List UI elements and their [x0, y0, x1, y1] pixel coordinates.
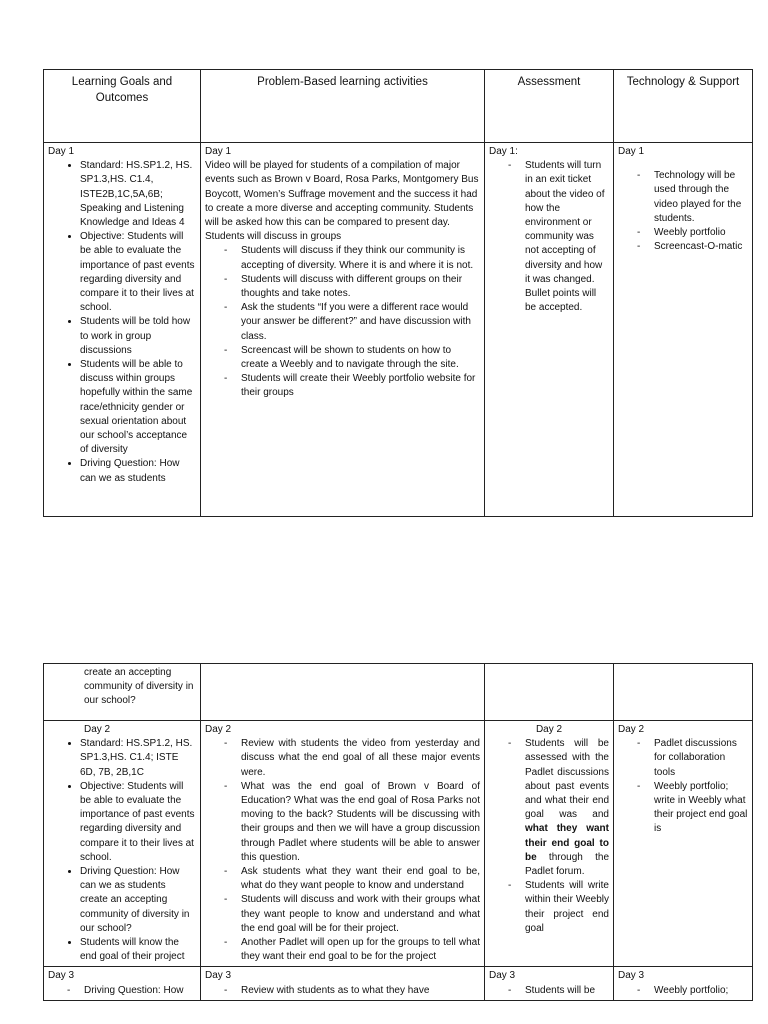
list-item: • Students will be able to discuss within groups hopefully within the same race/ethnicity gender or sexual orientation about our school’s acceptance of diversity: [80, 358, 196, 457]
day2-technology-cell: [614, 721, 753, 967]
list-item: - Technology will be used through the video played for the students.: [654, 169, 748, 226]
day3-assessment-list: [489, 984, 609, 998]
list-item: - Padlet discussions for collaboration tools: [654, 737, 748, 780]
day2-goals-list: [48, 737, 196, 964]
day3-goals-cell: [44, 967, 201, 1000]
list-item: - Students will discuss and work with their groups what they want people to know and understand and what the end goal will be for their project.: [241, 893, 480, 936]
day3-technology-list: [618, 984, 748, 998]
header-row: [44, 70, 753, 143]
list-item: • Driving Question: How can we as students create an accepting community of diversity in our school?: [80, 865, 196, 936]
list-item: - Students will be: [525, 984, 609, 998]
header-assessment: Assessment: [485, 70, 614, 143]
list-item: - Students will write within their Weebly their project end goal: [525, 879, 609, 936]
continuation-empty-cell: [614, 664, 753, 721]
list-item: - Students will create their Weebly portfolio website for their groups: [241, 372, 480, 400]
list-item: - What was the end goal of Brown v Board of Education? What was the end goal of Rosa Parks not moving to the back? Students will be discussing with their groups and then we will have a group discussion through Padlet where students will be able to answer this question.: [241, 780, 480, 865]
day3-activities-list: [205, 984, 480, 998]
day1-row: [44, 143, 753, 517]
header-activities: Problem-Based learning activities: [201, 70, 485, 143]
list-item: - Students will turn in an exit ticket about the video of how the environment or community was not accepting of diversity and how it was changed. Bullet points will be accepted.: [525, 159, 609, 315]
day1-technology-label: Day 1: [618, 146, 645, 157]
day2-row: [44, 721, 753, 967]
list-item: • Objective: Students will be able to evaluate the importance of past events regarding diversity and compare it to their lives at school.: [80, 230, 196, 315]
day3-row: [44, 967, 753, 1000]
day1-assessment-cell: [485, 143, 614, 517]
continuation-empty-cell: [485, 664, 614, 721]
lesson-plan-table-page2: [43, 663, 753, 1001]
day2-assessment-list: [489, 737, 609, 936]
list-item: • Students will be told how to work in group discussions: [80, 315, 196, 358]
assessment-text: through the Padlet forum.: [525, 851, 609, 878]
header-technology: Technology & Support: [614, 70, 753, 143]
day1-assessment-list: [489, 159, 609, 315]
day2-assessment-label: Day 2: [535, 724, 563, 735]
lesson-plan-table-page1: [43, 69, 753, 517]
day3-activities-cell: [201, 967, 485, 1000]
assessment-bold-text: what they want their end goal to be: [525, 823, 609, 863]
day2-activities-list: [205, 737, 480, 964]
list-item: - Weebly portfolio;: [654, 984, 748, 998]
assessment-text: Students will be assessed with the Padlet discussions about past events and what their end goal was and: [525, 738, 609, 821]
list-item: - Weebly portfolio; write in Weebly what their project end goal is: [654, 780, 748, 837]
list-item: • Standard: HS.SP1.2, HS. SP1.3,HS. C1.4, ISTE2B,1C,5A,6B; Speaking and Listening Knowledge and Ideas 4: [80, 159, 196, 230]
list-item: • Driving Question: How can we as students: [80, 457, 196, 485]
day1-assessment-label: Day 1:: [489, 146, 518, 157]
day3-goals-list: [48, 984, 196, 998]
day1-goals-list: [48, 159, 196, 486]
day1-activities-intro: Video will be played for students of a compilation of major events such as Brown v Board, Rosa Parks, Montgomery Bus Boycott, Women’s Suffrage movement and the success it had to create a more diverse and accepting community. Students will be asked how this can be compared to present day. Students will discuss in groups: [205, 160, 479, 243]
list-item: • Objective: Students will be able to evaluate the importance of past events regarding diversity and compare it to their lives at school.: [80, 780, 196, 865]
day3-technology-label: Day 3: [618, 970, 645, 982]
day3-goals-label: Day 3: [48, 970, 75, 982]
day2-assessment-cell: [485, 721, 614, 967]
day2-activities-label: Day 2: [205, 724, 232, 735]
day3-assessment-label: Day 3: [489, 970, 516, 982]
day2-goals-cell: [44, 721, 201, 967]
list-item: - Screencast will be shown to students on how to create a Weebly and to navigate through the site.: [241, 344, 480, 372]
list-item: - Screencast-O-matic: [654, 240, 748, 254]
continuation-empty-cell: [201, 664, 485, 721]
continuation-goals-cell: [44, 664, 201, 721]
list-item: - Ask the students “If you were a different race would your answer be different?” and have discussion with class.: [241, 301, 480, 344]
list-item: - Driving Question: How: [84, 984, 196, 998]
day2-activities-cell: [201, 721, 485, 967]
list-item: - Weebly portfolio: [654, 226, 748, 240]
list-item: - Students will discuss if they think our community is accepting of diversity. Where it is and where it is not.: [241, 244, 480, 272]
day1-activities-label: Day 1: [205, 146, 232, 157]
day2-technology-list: [618, 737, 748, 836]
day3-technology-cell: [614, 967, 753, 1000]
list-item: - Review with students the video from yesterday and discuss what the end goal of all these major events were.: [241, 737, 480, 780]
day1-goals-cell: [44, 143, 201, 517]
day1-activities-cell: [201, 143, 485, 517]
list-item: - Review with students as to what they have: [241, 984, 480, 998]
day2-technology-label: Day 2: [618, 724, 645, 735]
day1-activities-list: [205, 244, 480, 400]
header-learning-goals: Learning Goals and Outcomes: [44, 70, 201, 143]
day3-activities-label: Day 3: [205, 970, 232, 982]
day1-technology-list: [618, 169, 748, 254]
list-item: - Another Padlet will open up for the groups to tell what they want their end goal to be for the project: [241, 936, 480, 964]
list-item: [525, 737, 609, 879]
continuation-row: [44, 664, 753, 721]
list-item: • Standard: HS.SP1.2, HS. SP1.3,HS. C1.4; ISTE 6D, 7B, 2B,1C: [80, 737, 196, 780]
day2-goals-label: Day 2: [84, 724, 111, 735]
continuation-text: create an accepting community of diversity in our school?: [84, 667, 194, 707]
list-item: • Students will know the end goal of their project: [80, 936, 196, 964]
day3-assessment-cell: [485, 967, 614, 1000]
day1-goals-label: Day 1: [48, 146, 75, 157]
day1-technology-cell: [614, 143, 753, 517]
list-item: - Students will discuss with different groups on their thoughts and take notes.: [241, 273, 480, 301]
list-item: - Ask students what they want their end goal to be, what do they want people to know and understand: [241, 865, 480, 893]
